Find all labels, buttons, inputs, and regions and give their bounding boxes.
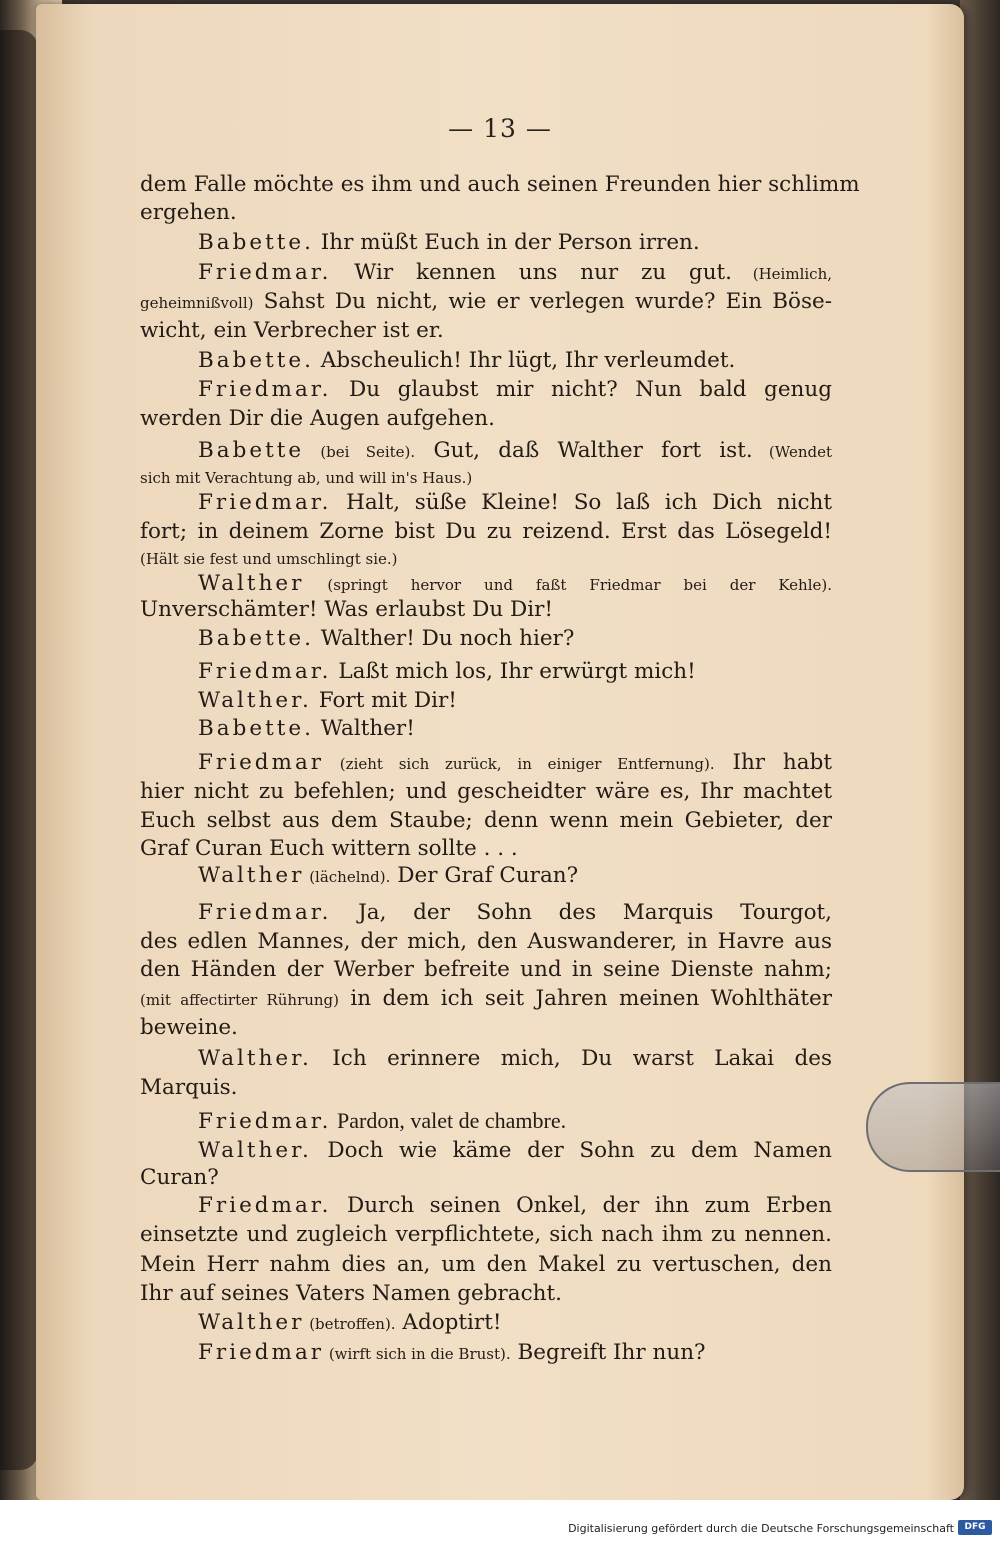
dialogue-text: Pardon, valet de chambre. [331,1108,567,1133]
dialogue-text: Wir kennen uns nur zu gut. [331,260,733,285]
dialogue-text: Sahst Du nicht, wie er verlegen wurde? Ein Böse- [253,289,832,314]
dialogue-text: Ihr müßt Euch in der Person irren. [313,230,700,255]
text-line [198,900,832,925]
text-line: wicht, ein Verbrecher ist er. [140,318,444,343]
stage-direction: (bei Seite). [304,443,416,461]
dialogue-text: Fort mit Dir! [311,688,457,713]
text-line [198,1193,832,1218]
dialogue-text: Abscheulich! Ihr lügt, Ihr verleumdet. [313,348,736,373]
text-line: Curan? [140,1165,219,1190]
speaker-name: Friedmar. [198,659,332,684]
stage-direction: sich mit Verachtung ab, und will in's Haus.) [140,469,473,487]
speaker-name: Babette [198,438,305,463]
text-line [198,377,832,402]
speaker-name: Friedmar. [198,260,332,285]
stage-direction: (Wendet [752,443,833,461]
text-line [140,545,832,570]
speaker-name: Friedmar. [198,490,332,515]
stage-direction: (mit affectirter Rührung) [140,991,340,1009]
text-line [198,260,832,285]
dialogue-text: Laßt mich los, Ihr erwürgt mich! [331,659,696,684]
dialogue-text: Halt, süße Kleine! So laß ich Dich nicht [331,490,832,515]
speaker-name: Walther [198,571,305,596]
text-line: ergehen. [140,200,237,225]
text-line: des edlen Mannes, der mich, den Auswanderer, in Havre aus [140,929,832,954]
dfg-logo: DFG [958,1520,992,1535]
text-line: Mein Herr nahm dies an, um den Makel zu vertuschen, den [140,1252,832,1277]
stage-direction: (Hält sie fest und umschlingt sie.) [140,550,398,568]
speaker-name: Walther. [198,688,312,713]
speaker-name: Babette. [198,348,314,373]
stage-direction: (lächelnd). [304,868,391,886]
dialogue-text: Du glaubst mir nicht? Nun bald genug [331,377,832,402]
text-line: beweine. [140,1015,238,1040]
speaker-name: Babette. [198,716,314,741]
speaker-name: Friedmar. [198,900,332,925]
text-line: Graf Curan Euch wittern sollte . . . [140,836,518,861]
dialogue-text: Der Graf Curan? [390,863,579,888]
text-line: Marquis. [140,1075,238,1100]
bookmark-clip [866,1082,1000,1172]
speaker-name: Walther [198,863,305,888]
dialogue-text: Walther! Du noch hier? [313,626,575,651]
text-line [198,1340,832,1365]
text-line [198,863,832,888]
speaker-name: Friedmar. [198,1193,332,1218]
text-line [198,1310,832,1335]
dialogue-text: Doch wie käme der Sohn zu dem Namen [311,1138,832,1163]
text-line [140,464,832,489]
dialogue-text: in dem ich seit Jahren meinen Wohlthäter [339,986,832,1011]
text-line [198,1108,832,1134]
text-line [198,571,832,596]
dialogue-text: Ja, der Sohn des Marquis Tourgot, [331,900,832,925]
text-line [198,230,832,255]
text-line [140,986,832,1011]
speaker-name: Friedmar [198,1340,325,1365]
dialogue-text: Durch seinen Onkel, der ihn zum Erben [331,1193,832,1218]
stage-direction: (Heimlich, [732,265,832,283]
text-line [198,1138,832,1163]
stage-direction: geheimnißvoll) [140,294,254,312]
stage-direction: (zieht sich zurück, in einiger Entfernung). [324,755,715,773]
text-line [198,1046,832,1071]
text-line [198,438,832,463]
text-line: werden Dir die Augen aufgehen. [140,406,495,431]
text-line [198,659,832,684]
dialogue-text: Ihr habt [714,750,832,775]
scan-background-right [960,0,1000,1500]
text-line: fort; in deinem Zorne bist Du zu reizend. Erst das Lösegeld! [140,519,832,544]
dialogue-text: Begreift Ihr nun? [510,1340,706,1365]
dialogue-text: Walther! [313,716,415,741]
speaker-name: Babette. [198,230,314,255]
text-line: Ihr auf seines Vaters Namen gebracht. [140,1281,562,1306]
speaker-name: Babette. [198,626,314,651]
text-line [198,688,832,713]
text-line: Euch selbst aus dem Staube; denn wenn mein Gebieter, der [140,808,832,833]
speaker-name: Walther. [198,1138,312,1163]
speaker-name: Friedmar [198,750,325,775]
page-number: — 13 — [448,114,552,143]
stage-direction: (betroffen). [304,1315,396,1333]
speaker-name: Walther [198,1310,305,1335]
dfg-credit: Digitalisierung gefördert durch die Deutsche Forschungsgemeinschaft [568,1522,954,1535]
text-line: einsetzte und zugleich verpflichtete, sich nach ihm zu nennen. [140,1222,832,1247]
text-line [198,348,832,373]
text-line [140,289,832,314]
text-line [198,750,832,775]
speaker-name: Friedmar. [198,1109,332,1134]
dialogue-text: Ich erinnere mich, Du warst Lakai des [311,1046,832,1071]
speaker-name: Friedmar. [198,377,332,402]
text-line: dem Falle möchte es ihm und auch seinen Freunden hier schlimm [140,172,860,197]
text-line [198,626,832,651]
text-line: hier nicht zu befehlen; und gescheidter wäre es, Ihr machtet [140,779,832,804]
text-line: Unverschämter! Was erlaubst Du Dir! [140,597,554,622]
speaker-name: Walther. [198,1046,312,1071]
dialogue-text: Gut, daß Walther fort ist. [415,438,753,463]
stage-direction: (wirft sich in die Brust). [324,1345,511,1363]
text-line: den Händen der Werber befreite und in seine Dienste nahm; [140,957,832,982]
stage-direction: (springt hervor und faßt Friedmar bei der Kehle). [304,576,832,594]
dialogue-text: Adoptirt! [395,1310,502,1335]
book-spine [0,30,38,1470]
text-line [198,716,832,741]
text-line [198,490,832,515]
